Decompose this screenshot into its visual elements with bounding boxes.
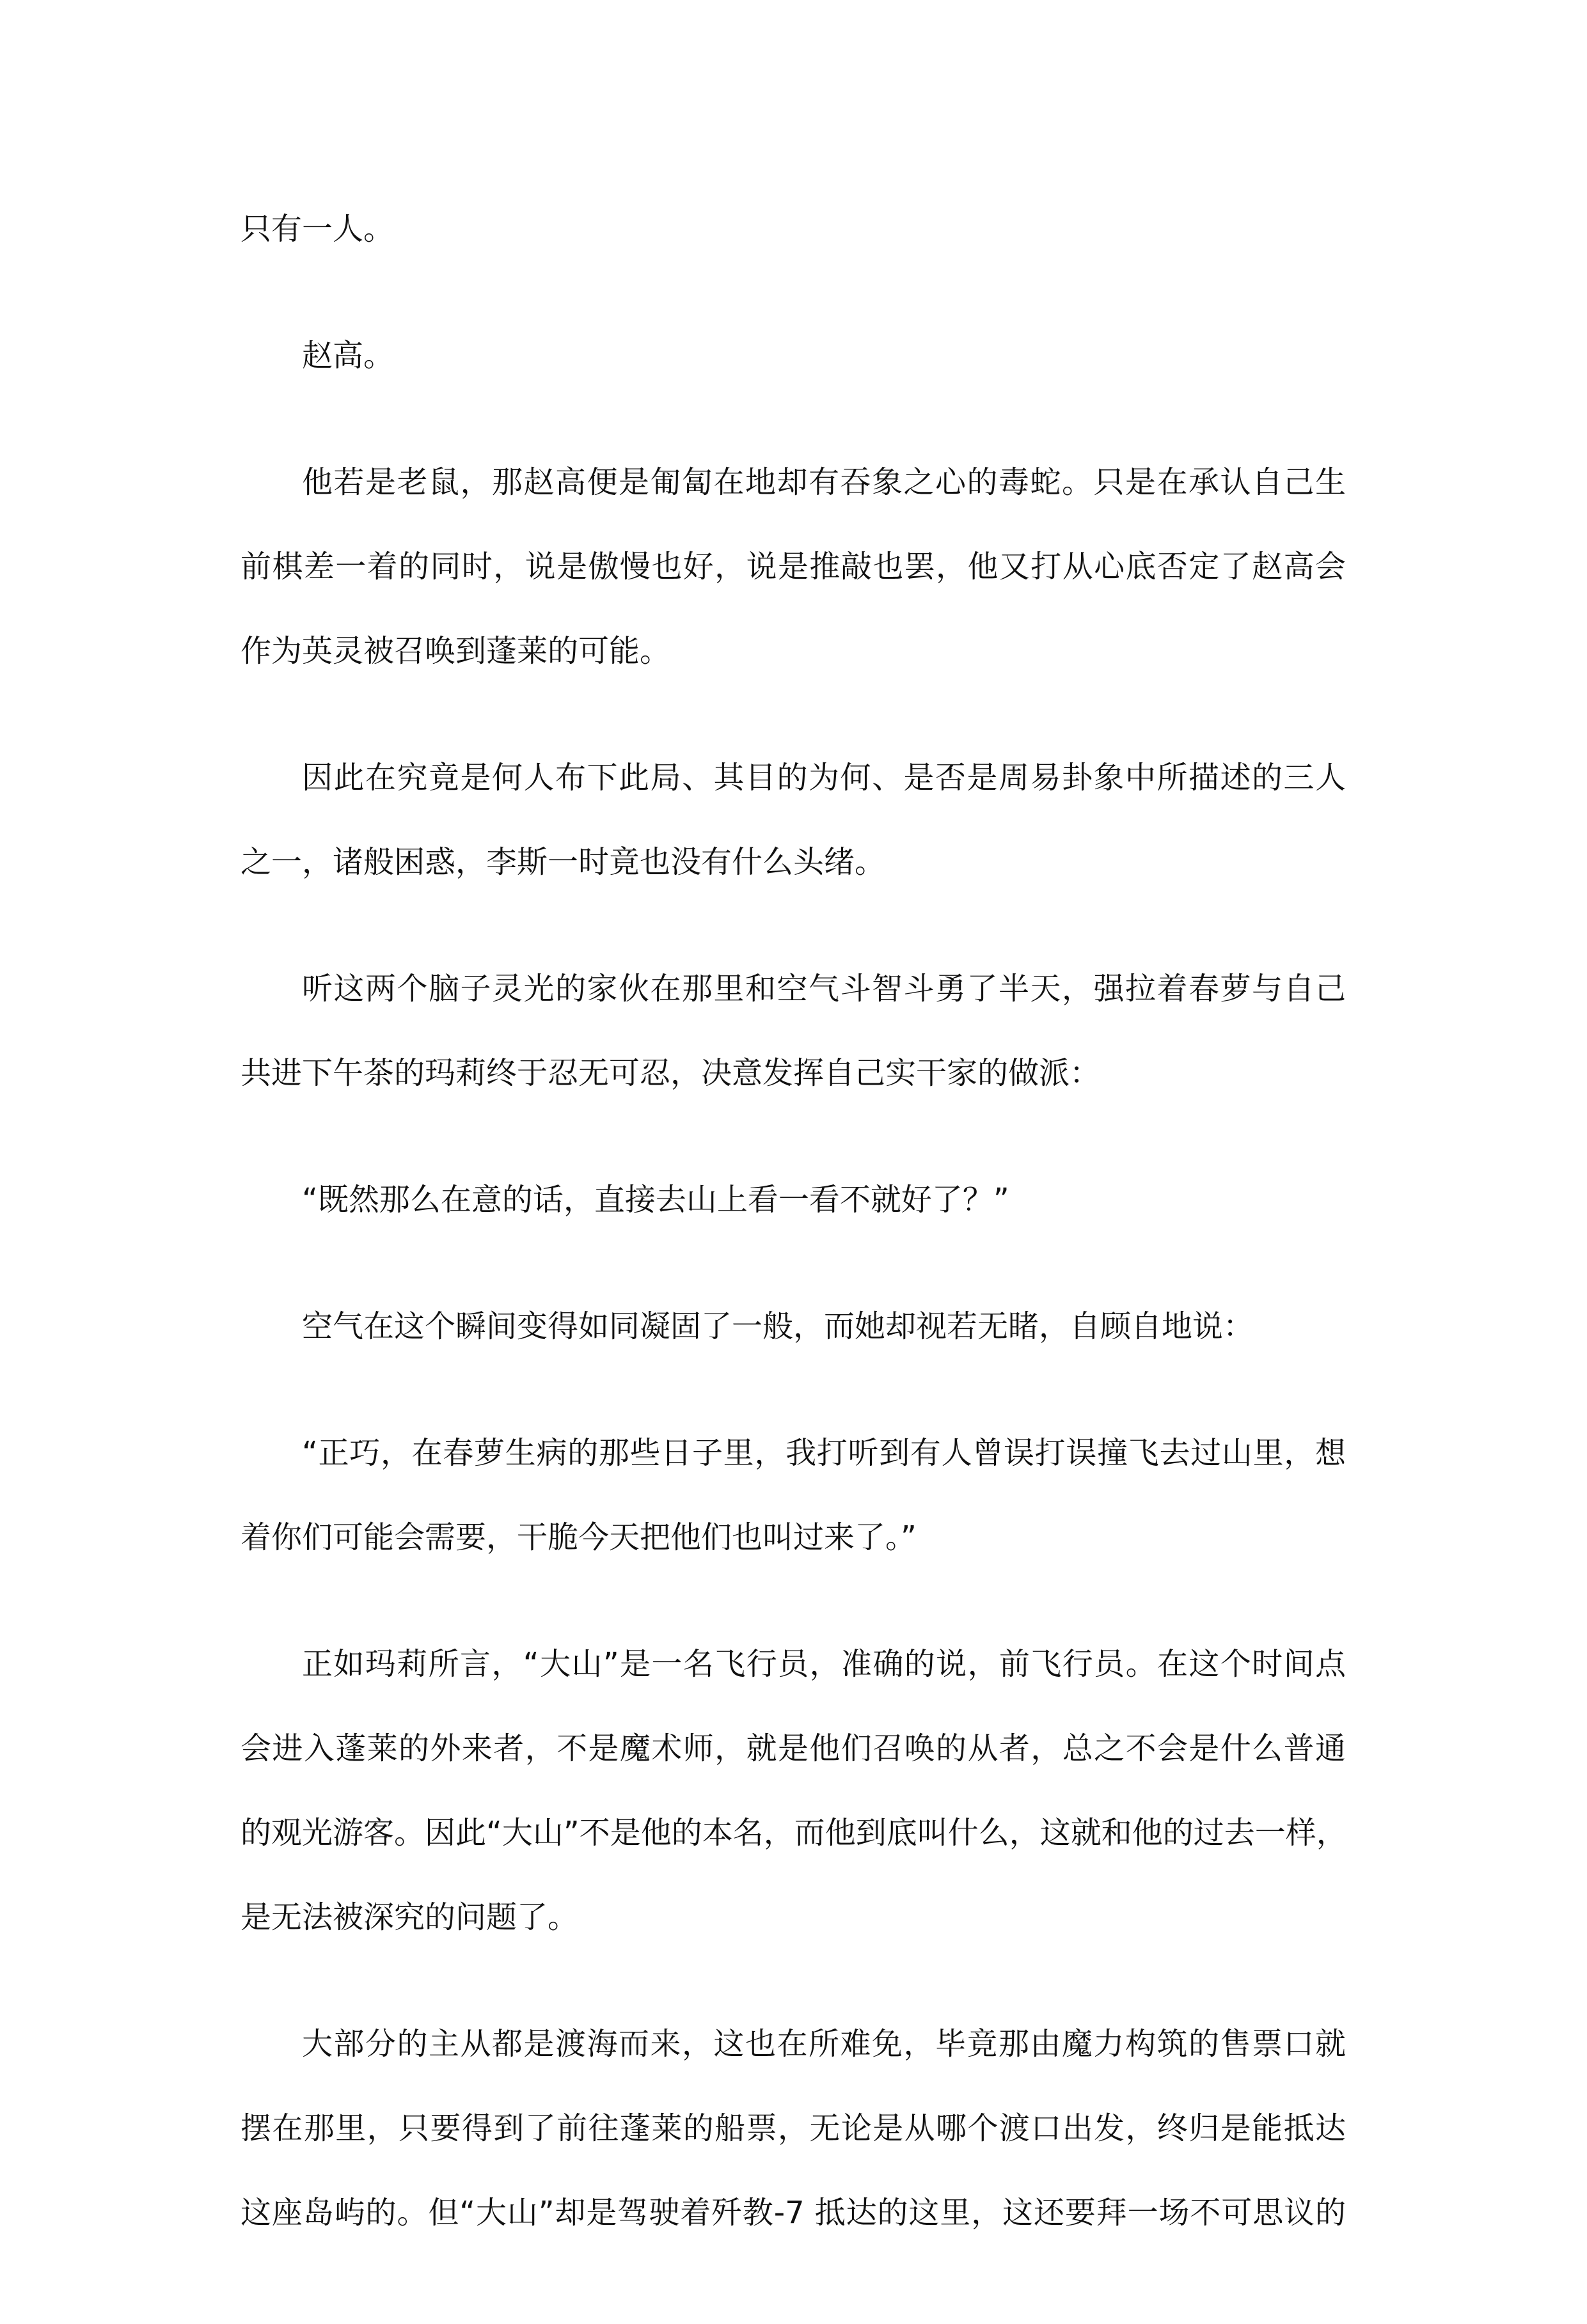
paragraph	[241, 1184, 1346, 1269]
text-line: “正巧，在春萝生病的那些日子里，我打听到有人曾误打误撞飞去过山里，想	[302, 1435, 1346, 1471]
text-line: 赵高。	[302, 338, 395, 373]
text-line: “既然那么在意的话，直接去山上看一看不就好了？”	[302, 1182, 1009, 1218]
paragraph	[241, 762, 1346, 931]
text-line: 空气在这个瞬间变得如同凝固了一般，而她却视若无睹，自顾自地说：	[302, 1308, 1254, 1344]
text-line: 会进入蓬莱的外来者，不是魔术师，就是他们召唤的从者，总之不会是什么普通	[241, 1731, 1346, 1766]
text-line: 大部分的主从都是渡海而来，这也在所难免，毕竟那由魔力构筑的售票口就	[302, 2026, 1346, 2062]
body-text	[241, 211, 1347, 2324]
text-line: 这座岛屿的。但“大山”却是驾驶着歼教-7 抵达的这里，这还要拜一场不可思议的	[241, 2195, 1346, 2231]
paragraph	[241, 340, 1346, 425]
paragraph	[241, 1435, 1346, 1606]
text-line: 作为英灵被召唤到蓬莱的可能。	[241, 633, 671, 669]
text-line: 因此在究竟是何人布下此局、其目的为何、是否是周易卦象中所描述的三人	[302, 760, 1346, 796]
text-line: 听这两个脑子灵光的家伙在那里和空气斗智斗勇了半天，强拉着春萝与自己	[302, 971, 1346, 1007]
text-line: 前棋差一着的同时，说是傲慢也好，说是推敲也罢，他又打从心底否定了赵高会	[241, 549, 1346, 585]
paragraph	[241, 1646, 1347, 1986]
paragraph	[241, 464, 1346, 720]
text-line: 共进下午茶的玛莉终于忍无可忍，决意发挥自己实干家的做派：	[241, 1055, 1101, 1091]
paragraph	[241, 973, 1346, 1142]
text-line: 只有一人。	[241, 211, 395, 247]
text-line: 摆在那里，只要得到了前往蓬莱的船票，无论是从哪个渡口出发，终归是能抵达	[241, 2110, 1346, 2146]
paragraph	[241, 1308, 1346, 1395]
text-line: 正如玛莉所言，“大山”是一名飞行员，准确的说，前飞行员。在这个时间点	[302, 1646, 1346, 1682]
text-line: 之一，诸般困惑，李斯一时竟也没有什么头绪。	[241, 844, 886, 880]
paragraph	[241, 211, 1346, 298]
text-line: 他若是老鼠，那赵高便是匍匐在地却有吞象之心的毒蛇。只是在承认自己生	[302, 464, 1346, 500]
text-line: 的观光游客。因此“大山”不是他的本名，而他到底叫什么，这就和他的过去一样，	[241, 1815, 1347, 1851]
text-line: 是无法被深究的问题了。	[241, 1899, 579, 1935]
text-line: 着你们可能会需要，干脆今天把他们也叫过来了。”	[241, 1519, 917, 1555]
